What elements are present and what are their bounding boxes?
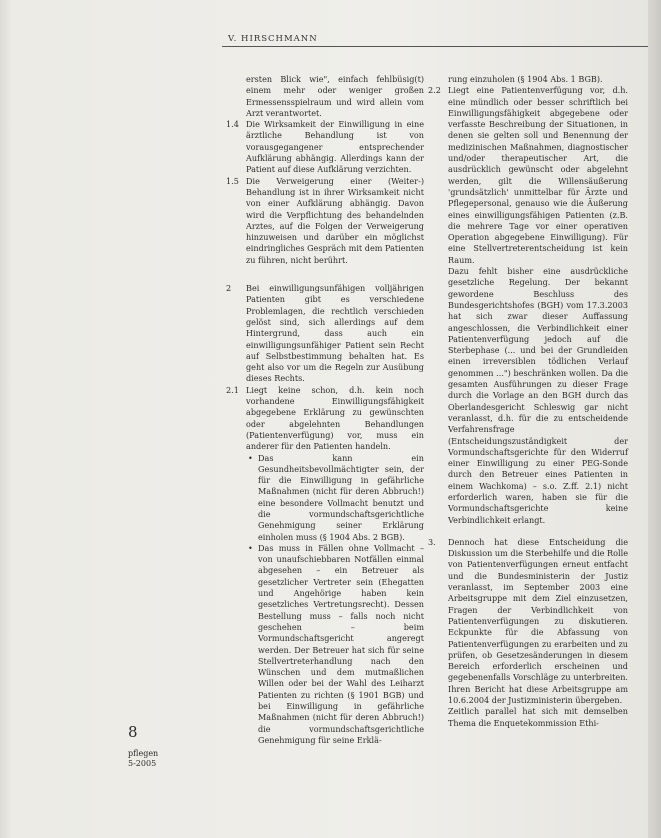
- header-rule: [222, 46, 661, 47]
- section-text: Liegt eine Patientenverfügung vor, d.h. eine mündlich oder besser schriftlich bei Einwilligungsfähigkeit abgegebene oder verfasste Beschreibung der Situationen, in denen sie gelten soll und Benennung der medizinischen Maßnahmen, diagnostischer und/oder therapeutischer Art, die ausdrücklich gewünscht oder abgelehnt werden, gilt die Willensäußerung 'grundsätzlich' unmittelbar für Ärzte und Pflegepersonal, genauso wie die Äußerung eines einwilligungsfähigen Patienten (z.B. die mehrere Tage vor einer operativen Operation abgegebene Einwilligung). Für eine Stellvertreterentscheidung ist kein Raum.: [448, 85, 628, 265]
- section-number: 1.5: [226, 175, 239, 186]
- bullet-item: • Das kann ein Gesundheitsbevollmächtigter sein, der für die Einwilligung in gefährliche Maßnahmen (nicht für deren Abbruch!) eine besondere Vollmacht benutzt und die vormundschaftsgerichtliche Genehmigung seiner Erklärung einholen muss (§ 1904 Abs. 2 BGB).: [258, 453, 424, 543]
- paragraph-bgh: Dazu fehlt bisher eine ausdrückliche gesetzliche Regelung. Der bekannt gewordene Beschluss des Bundesgerichtshofes (BGH) vom 17.3.2003 hat sich zwar dieser Auffassung angeschlossen, die Verbindlichkeit einer Patientenverfügung jedoch auf die Sterbephase (... und bei der Grundleiden einen irreversiblen tödlichen Verlauf genommen ...") beschränken wollen. Da die gesamten Ausführungen zu dieser Frage durch die Vorlage an den BGH durch das Oberlandesgericht Schleswig gar nicht veranlasst, d.h. für die zu entscheidende Verfahrensfrage (Entscheidungszuständigkeit der Vormundschaftsgerichte für den Widerruf einer Einwilligung zu einer PEG-Sonde durch den Betreuer eines Patienten in einem Wachkoma) – s.o. Z.ff. 2.1) nicht erforderlich waren, haben sie für die Vormundschaftsgerichte keine Verbindlichkeit erlangt.: [448, 266, 628, 525]
- running-header: V. HIRSCHMANN: [228, 34, 318, 44]
- section-text: Liegt keine schon, d.h. kein noch vorhandene Einwilligungsfähigkeit abgegebene Erklärung zu gewünschten oder abgelehnten Behandlungen (Patientenverfügung) vor, muss ein anderer für den Patienten handeln.: [246, 384, 424, 452]
- journal-name: pflegen: [128, 749, 159, 758]
- page-footer: [128, 723, 159, 769]
- left-column: [226, 74, 424, 746]
- section-number: 1.4: [226, 119, 239, 130]
- section-text: Die Wirksamkeit der Einwilligung in eine ärztliche Behandlung ist von vorausgegangener entsprechender Aufklärung abhängig. Allerdings kann der Patient auf diese Aufklärung verzichten.: [246, 119, 424, 175]
- left-intro: ersten Blick wie", einfach fehlbüsig(t) einem mehr oder weniger großen Ermessensspielraum und wird allein vom Arzt verantwortet.: [246, 74, 424, 118]
- section-text: Die Verweigerung einer (Weiter-) Behandlung ist in ihrer Wirksamkeit nicht von einer Aufklärung abhängig. Davon wird die Verpflichtung des behandelnden Arztes, auf die Folgen der Verweigerung hinzuweisen und darüber ein möglichst eindringliches Gespräch mit dem Patienten zu führen, nicht berührt.: [246, 175, 424, 265]
- section-1-4: [226, 119, 424, 175]
- right-top: rung einzuholen (§ 1904 Abs. 1 BGB).: [448, 74, 603, 84]
- section-2: [226, 283, 424, 385]
- page-edge-shadow: [648, 0, 661, 838]
- section-text: Bei einwilligungsunfähigen volljährigen Patienten gibt es verschiedene Problemlagen, die rechtlich verschieden gelöst sind, sich allerdings auf dem Hintergrund, dass auch ein einwilligungsunfähiger Patient sein Recht auf Selbstbestimmung behalten hat. Es geht also vor um die Regeln zur Ausübung dieses Rechts.: [246, 283, 424, 384]
- section-2-1: [226, 385, 424, 747]
- right-column: [428, 74, 628, 729]
- paragraph-enquete: Zeitlich parallel hat sich mit demselben Thema die Enquetekommission Ethi-: [448, 706, 628, 728]
- page-number: 8: [128, 723, 138, 741]
- section-3: [428, 537, 628, 706]
- section-number: 2.2: [428, 85, 441, 96]
- section-number: 2: [226, 283, 232, 294]
- section-number: 2.1: [226, 384, 239, 395]
- bullet-list: [246, 453, 424, 747]
- section-text: Dennoch hat diese Entscheidung die Diskussion um die Sterbehilfe und die Rolle von Patientenverfügungen erneut entfacht und die Bundesministerin der Justiz veranlasst, im September 2003 eine Arbeitsgruppe mit dem Ziel einzusetzen, Fragen der Verbindlichkeit von Patientenverfügungen zu diskutieren. Eckpunkte für die Abfassung von Patientenverfügungen zu erarbeiten und zu prüfen, ob Gesetzesänderungen in diesem Bereich erforderlich erscheinen und gegebenenfalls Vorschläge zu unterbreiten. Ihren Bericht hat diese Arbeitsgruppe am 10.6.2004 der Justizministerin übergeben.: [448, 536, 628, 706]
- journal-issue: 5-2005: [128, 759, 157, 768]
- section-number: 3.: [428, 536, 436, 547]
- bullet-item: • Das muss in Fällen ohne Vollmacht – von unaufschiebbaren Notfällen einmal abgesehen – ein Betreuer als gesetzlicher Vertreter sein (Ehegatten und Angehörige haben kein gesetzliches Vertretungsrecht). Dessen Bestellung muss – falls noch nicht geschehen – beim Vormundschaftsgericht angeregt werden. Der Betreuer hat sich für seine Stellvertreterhandlung nach den Wünschen und dem mutmaßlichen Willen oder bei der Wahl des Leiharzt Patienten zu richten (§ 1901 BGB) und bei Einwilligung in gefährliche Maßnahmen (nicht für deren Abbruch!) die vormundschaftsgerichtliche Genehmigung für seine Erklä-: [258, 543, 424, 746]
- section-1-5: [226, 176, 424, 266]
- section-2-2: [428, 85, 628, 266]
